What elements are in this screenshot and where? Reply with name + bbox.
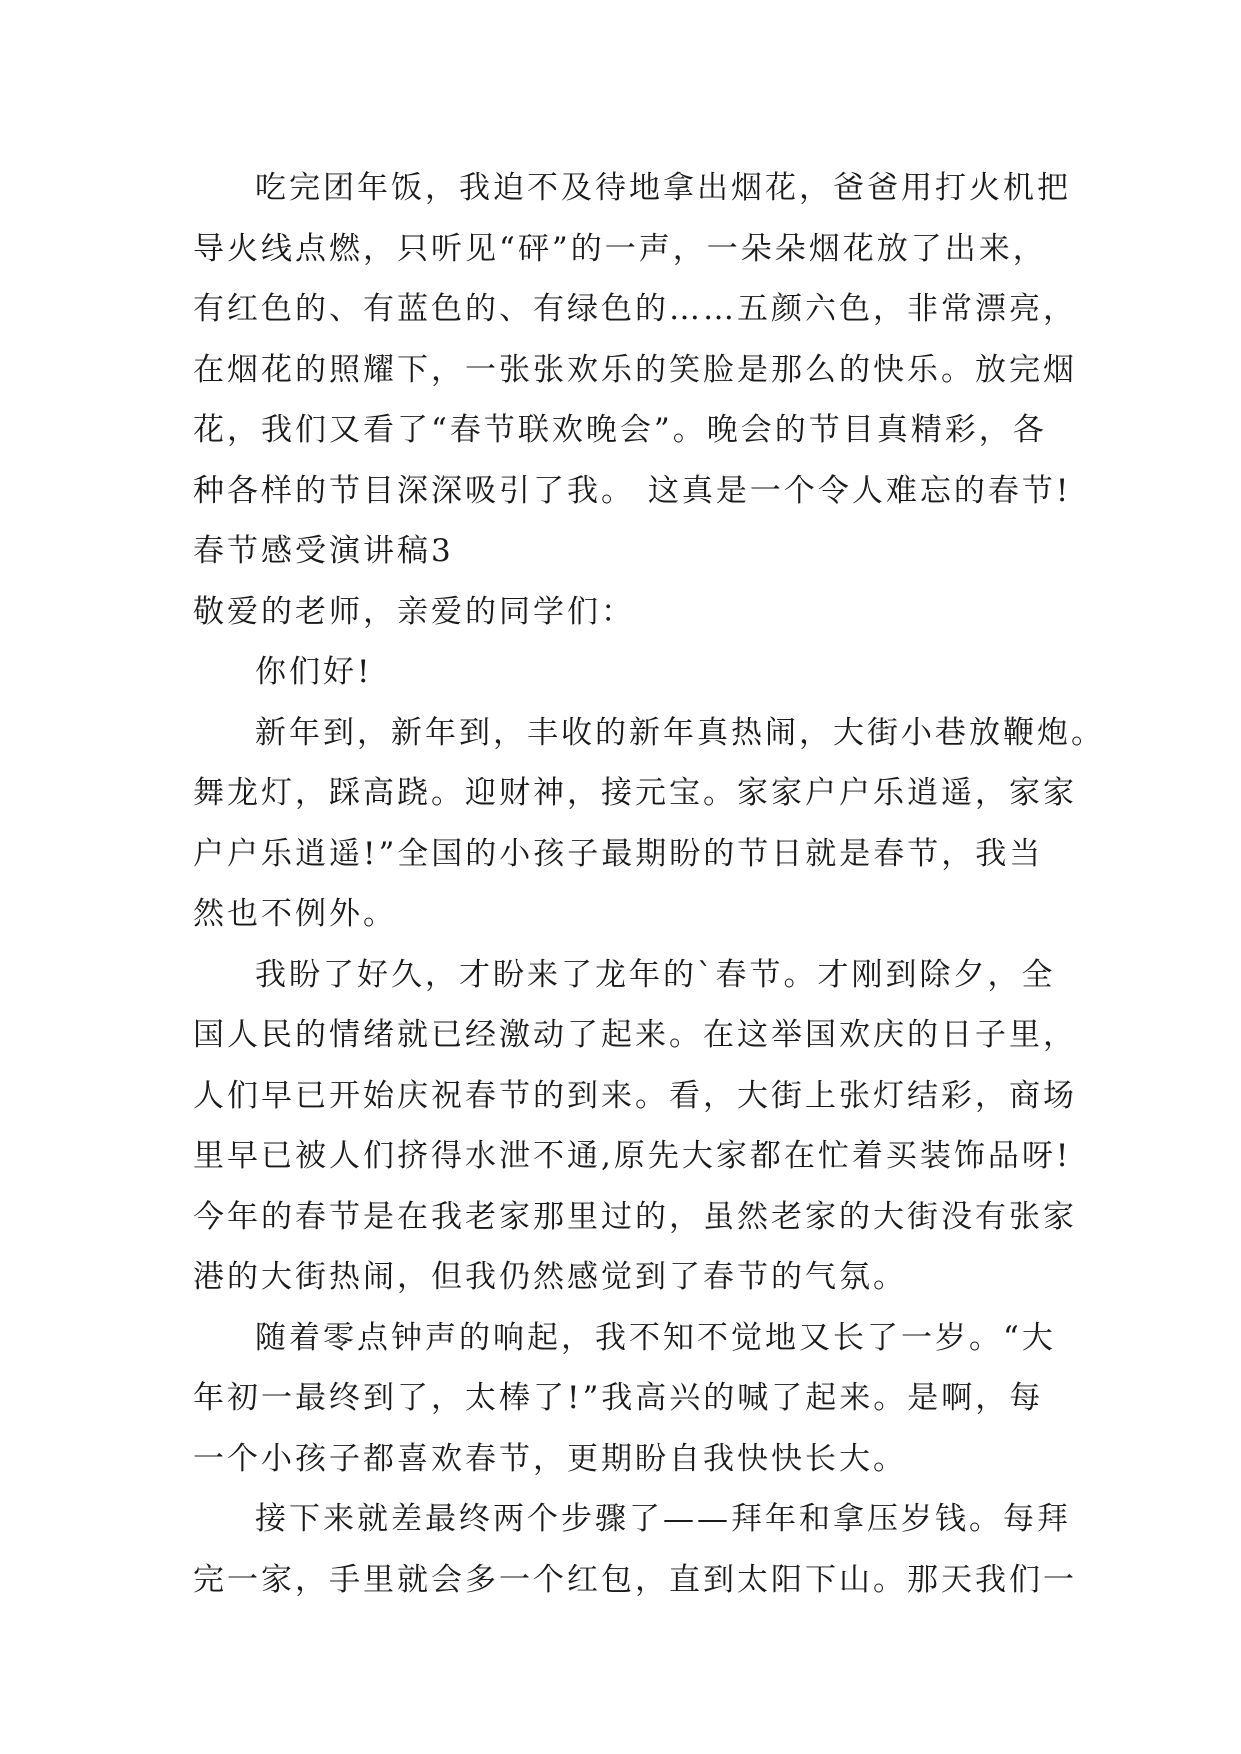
salutation: 敬爱的老师，亲爱的同学们： bbox=[193, 593, 635, 630]
text-line: 随着零点钟声的响起，我不知不觉地又长了一岁。“大 bbox=[255, 1319, 1056, 1356]
text-line: 舞龙灯，踩高跷。迎财神，接元宝。家家户户乐逍遥，家家 bbox=[193, 775, 1077, 811]
text-line: 港的大街热闹，但我仍然感觉到了春节的气氛。 bbox=[193, 1259, 907, 1295]
text-line: 我盼了好久，才盼来了龙年的`春节。才刚到除夕，全 bbox=[255, 956, 1056, 993]
text-line: 国人民的情绪就已经激动了起来。在这举国欢庆的日子里， bbox=[193, 1017, 1077, 1053]
text-line: 新年到，新年到，丰收的新年真热闹，大街小巷放鞭炮。 bbox=[255, 714, 1105, 751]
text-line: 吃完团年饭，我迫不及待地拿出烟花，爸爸用打火机把 bbox=[255, 170, 1071, 206]
text-line: 接下来就差最终两个步骤了——拜年和拿压岁钱。每拜 bbox=[255, 1501, 1071, 1537]
text-line: 导火线点燃，只听见“砰”的一声，一朵朵烟花放了出来， bbox=[193, 230, 1047, 267]
text-line: 里早已被人们挤得水泄不通,原先大家都在忙着买装饰品呀! bbox=[193, 1138, 1072, 1174]
text-line: 户户乐逍遥!”全国的小孩子最期盼的节日就是春节，我当 bbox=[193, 835, 1044, 872]
text-line: 在烟花的照耀下，一张张欢乐的笑脸是那么的快乐。放完烟 bbox=[193, 351, 1077, 388]
greeting: 你们好! bbox=[255, 654, 373, 690]
text-line: 年初一最终到了，太棒了!”我高兴的喊了起来。是啊，每 bbox=[193, 1380, 1044, 1416]
text-line: 一个小孩子都喜欢春节，更期盼自我快快长大。 bbox=[193, 1440, 907, 1477]
text-line: 完一家，手里就会多一个红包，直到太阳下山。那天我们一 bbox=[193, 1561, 1077, 1598]
text-line: 花，我们又看了“春节联欢晚会”。晚会的节目真精彩，各 bbox=[193, 412, 1047, 448]
document-body bbox=[193, 158, 1105, 1610]
text-line: 然也不例外。 bbox=[193, 896, 397, 932]
text-line: 今年的春节是在我老家那里过的，虽然老家的大街没有张家 bbox=[193, 1198, 1077, 1235]
text-line: 人们早已开始庆祝春节的到来。看，大街上张灯结彩，商场 bbox=[193, 1077, 1077, 1114]
section-heading: 春节感受演讲稿3 bbox=[193, 533, 454, 569]
text-line: 种各样的节目深深吸引了我。 这真是一个令人难忘的春节! bbox=[193, 472, 1072, 509]
text-line: 有红色的、有蓝色的、有绿色的……五颜六色，非常漂亮， bbox=[193, 291, 1077, 327]
